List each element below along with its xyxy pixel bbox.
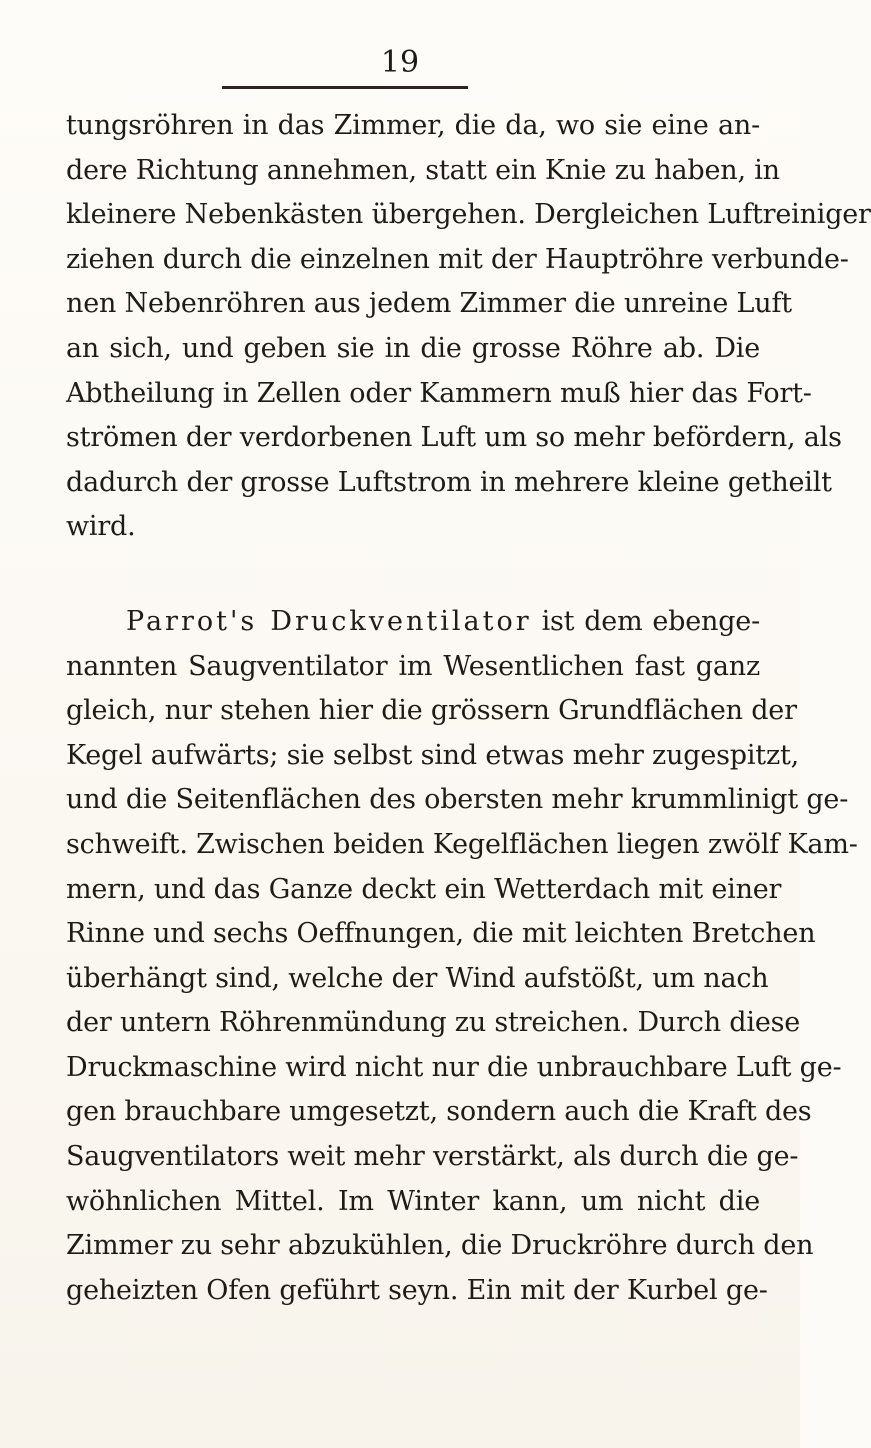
text-line: überhängt sind, welche der Wind aufstößt, um nach bbox=[66, 962, 769, 994]
text-line: kleinere Nebenkästen übergehen. Dergleichen Luftreiniger bbox=[66, 199, 871, 231]
header-rule bbox=[222, 86, 468, 89]
text-line: wird. bbox=[66, 511, 136, 543]
text-run: ist dem ebenge- bbox=[541, 605, 761, 637]
text-line: geheizten Ofen geführt seyn. Ein mit der Kurbel ge- bbox=[66, 1274, 768, 1306]
text-line: und die Seitenflächen des obersten mehr krummlinigt ge- bbox=[66, 784, 849, 816]
body-text bbox=[66, 104, 871, 1313]
text-line: Saugventilators weit mehr verstärkt, als durch die ge- bbox=[66, 1141, 799, 1173]
text-line: nannten Saugventilator im Wesentlichen fast ganz bbox=[66, 650, 760, 682]
text-line: dere Richtung annehmen, statt ein Knie zu haben, in bbox=[66, 154, 780, 186]
lead-name: Parrot's Druckventilator bbox=[126, 605, 532, 637]
text-line: Zimmer zu sehr abzukühlen, die Druckröhre durch den bbox=[66, 1230, 814, 1262]
text-line: gleich, nur stehen hier die grössern Grundflächen der bbox=[66, 695, 797, 727]
paragraph bbox=[66, 104, 871, 550]
text-line: der untern Röhrenmündung zu streichen. Durch diese bbox=[66, 1007, 801, 1039]
paragraph-gap bbox=[66, 550, 760, 600]
paragraph bbox=[66, 600, 858, 1314]
text-line bbox=[66, 600, 760, 645]
text-line: Kegel aufwärts; sie selbst sind etwas mehr zugespitzt, bbox=[66, 739, 800, 771]
text-line: ziehen durch die einzelnen mit der Hauptröhre verbunde- bbox=[66, 243, 849, 275]
text-line: dadurch der grosse Luftstrom in mehrere kleine getheilt bbox=[66, 466, 832, 498]
text-line: Druckmaschine wird nicht nur die unbrauchbare Luft ge- bbox=[66, 1051, 842, 1083]
text-line: Abtheilung in Zellen oder Kammern muß hier das Fort- bbox=[66, 377, 812, 409]
text-line: gen brauchbare umgesetzt, sondern auch die Kraft des bbox=[66, 1096, 812, 1128]
text-line: tungsröhren in das Zimmer, die da, wo sie eine an- bbox=[66, 110, 760, 141]
text-line: strömen der verdorbenen Luft um so mehr befördern, als bbox=[66, 422, 842, 454]
text-line: wöhnlichen Mittel. Im Winter kann, um nicht die bbox=[66, 1185, 760, 1217]
text-line: an sich, und geben sie in die grosse Röhre ab. Die bbox=[66, 332, 760, 364]
page-number: 19 bbox=[380, 45, 420, 80]
text-line: nen Nebenröhren aus jedem Zimmer die unreine Luft bbox=[66, 288, 792, 320]
text-line: mern, und das Ganze deckt ein Wetterdach mit einer bbox=[66, 873, 782, 905]
text-line: Rinne und sechs Oeffnungen, die mit leichten Bretchen bbox=[66, 918, 816, 950]
text-line: schweift. Zwischen beiden Kegelflächen liegen zwölf Kam- bbox=[66, 828, 858, 860]
